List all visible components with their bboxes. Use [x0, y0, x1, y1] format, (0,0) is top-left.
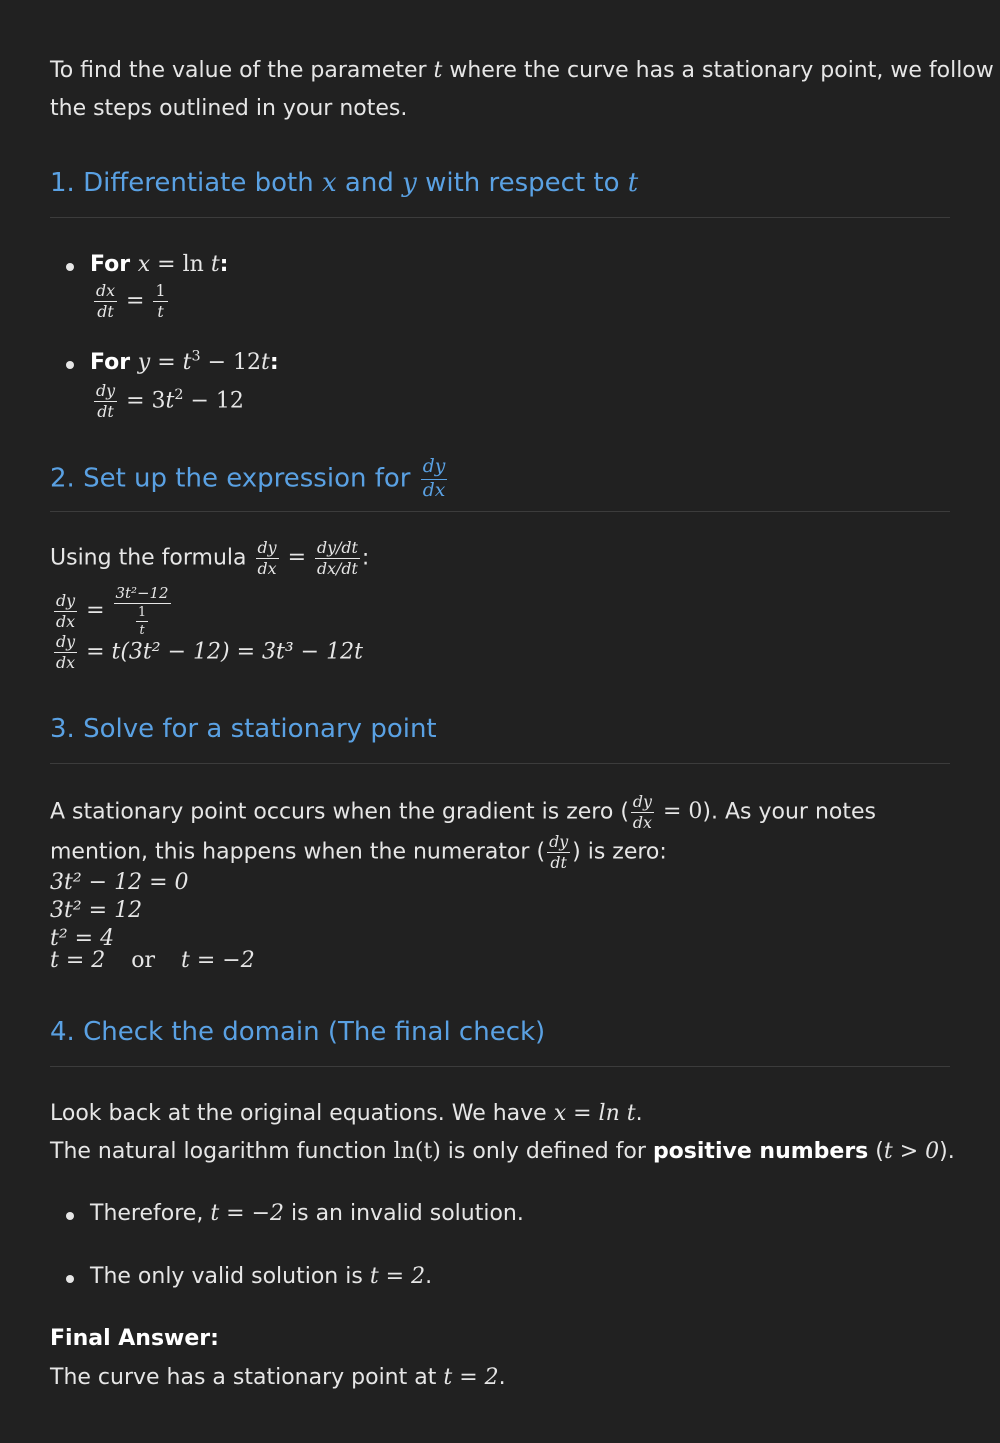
stationary-paragraph-line-1: A stationary point occurs when the gradient is zero ( $\frac{dy}{dx}$ = 0). As your notes: [50, 792, 876, 832]
bullet-dot: [66, 1212, 74, 1220]
solve-step-3: t² = 4: [50, 926, 115, 951]
valid-solution-bullet: The only valid solution is t = 2.: [90, 1264, 433, 1289]
domain-line-2: The natural logarithm function ln(t) is only defined for positive numbers (t > 0).: [50, 1139, 955, 1164]
domain-line-1: Look back at the original equations. We have x = ln t.: [50, 1101, 643, 1126]
final-answer-label: Final Answer:: [50, 1326, 219, 1351]
section-2-divider: [50, 511, 950, 512]
bullet-dot: [66, 263, 74, 271]
dydx-step-1: $\frac{dy}{dx}$ = $\frac{\text{3t²−12}}{\frac{1}{t}}$: [56, 584, 169, 637]
section-4-divider: [50, 1066, 950, 1067]
solve-step-1: 3t² − 12 = 0: [50, 870, 189, 895]
stationary-paragraph-line-2: mention, this happens when the numerator ( $\frac{dy}{dt}$ ) is zero:: [50, 832, 667, 872]
intro-line-1: To find the value of the parameter t where the curve has a stationary point, we follow: [50, 58, 994, 83]
section-3-heading: 3. Solve for a stationary point: [50, 714, 437, 744]
bullet-y-derivative: For $y = t^3 - 12t$:: [90, 348, 279, 375]
bullet-dot: [66, 1275, 74, 1283]
bullet-dot: [66, 361, 74, 369]
final-answer-text: The curve has a stationary point at t = 2.: [50, 1365, 506, 1390]
dxdt-equation: $\frac{dx}{dt}$ = $\frac{1}{t}$: [96, 281, 166, 321]
intro-line-2: the steps outlined in your notes.: [50, 96, 408, 121]
dydx-step-2: $\frac{dy}{dx}$ = t(3t² − 12) = 3t³ − 12t: [56, 632, 363, 672]
dydt-equation: $\frac{dy}{dt}$ = $3t^2 - 12$: [96, 381, 244, 421]
section-1-divider: [50, 217, 950, 218]
section-3-divider: [50, 763, 950, 764]
invalid-solution-bullet: Therefore, t = −2 is an invalid solution.: [90, 1201, 524, 1226]
solve-step-2: 3t² = 12: [50, 898, 143, 923]
section-4-heading: 4. Check the domain (The final check): [50, 1017, 546, 1047]
bullet-x-derivative: For x = ln t:: [90, 252, 229, 277]
formula-line: Using the formula $\frac{dy}{dx}$ = $\frac{dy/dt}{dx/dt}$ :: [50, 538, 370, 578]
section-2-heading: 2. Set up the expression for $\frac{dy}{dx}$: [50, 456, 446, 501]
section-1-heading: 1. Differentiate both x and y with respect to t: [50, 168, 639, 198]
solve-step-4: t = 2 or t = −2: [50, 948, 255, 973]
